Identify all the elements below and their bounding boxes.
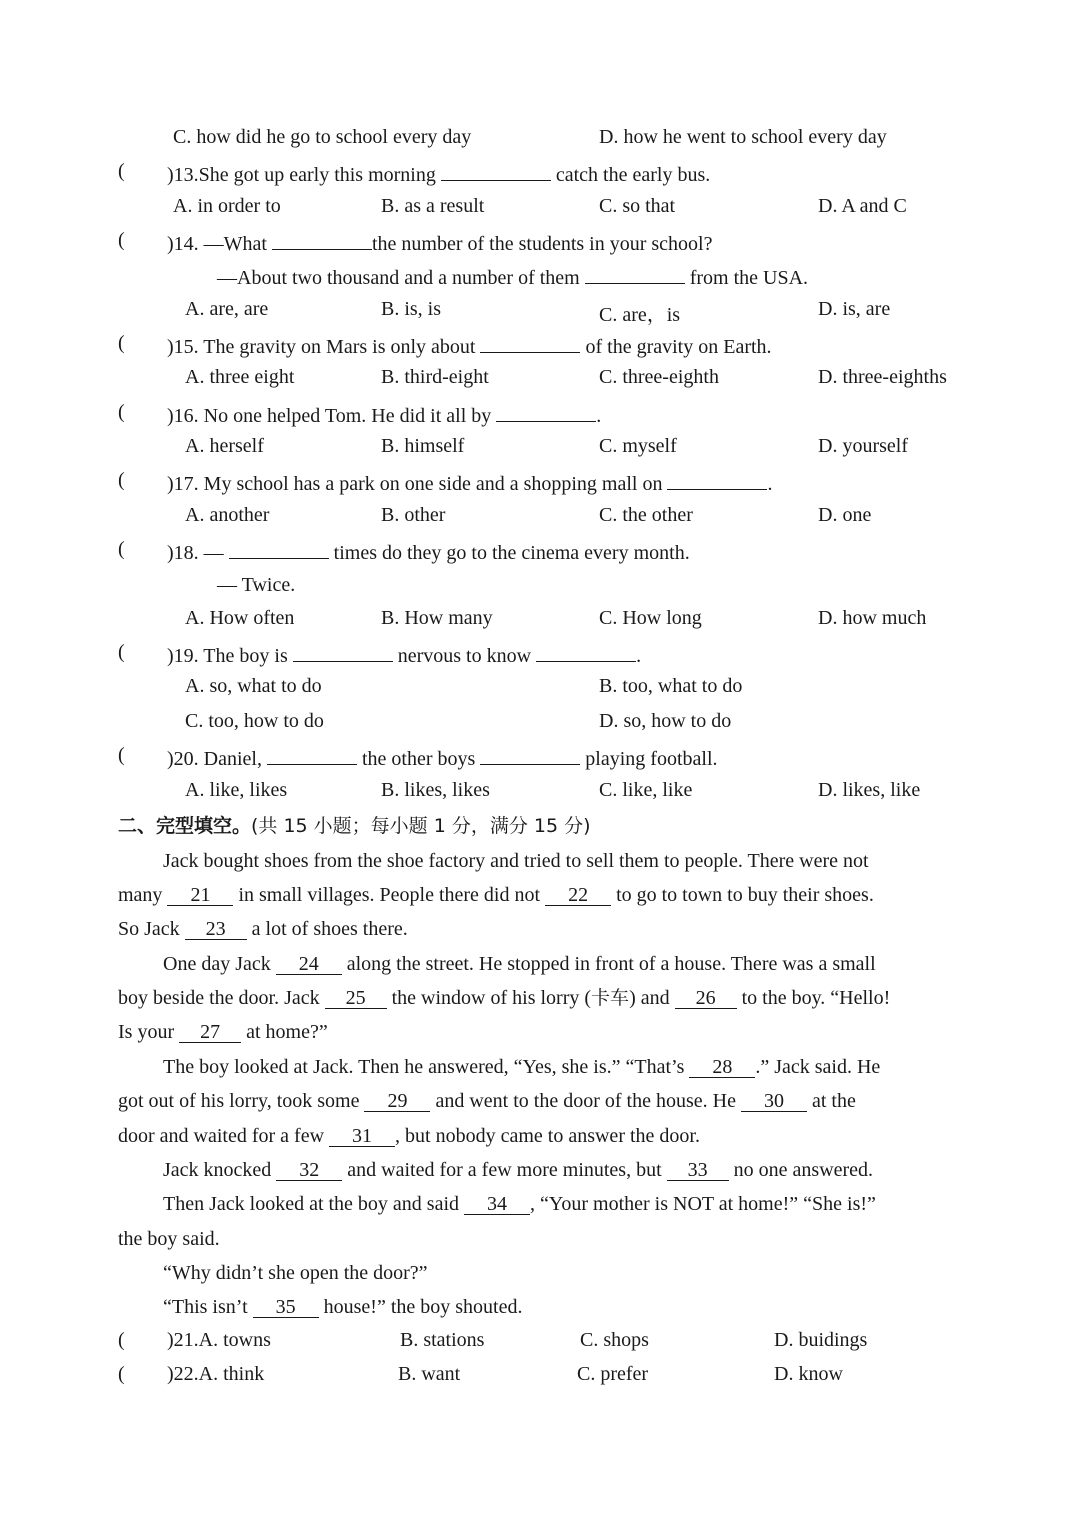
answer-blank [480,744,580,765]
q17-stem-end: . [767,473,773,495]
passage-text: no one answered. [733,1159,874,1181]
q19-option-c: C. too, how to do [185,710,324,732]
question-20 [167,744,718,770]
q17-option-b: B. other [381,504,446,526]
passage-line [163,1054,880,1080]
q14-line2-start: —About two thousand and a number of them [217,267,580,289]
question-14 [167,229,712,255]
answer-paren: ( [118,744,125,766]
passage-line [163,951,876,977]
cloze-blank-22: 22 [545,885,611,906]
q19-option-b: B. too, what to do [599,675,743,697]
passage-line [118,985,890,1011]
q19-option-d: D. so, how to do [599,710,732,732]
q20-stem: )20. Daniel, [167,748,262,770]
passage-text: to go to town to buy their shoes. [616,884,874,906]
section-title: 二、完型填空。 [118,815,252,837]
passage-line [118,916,408,942]
answer-paren: ( [118,641,125,663]
passage-text: along the street. He stopped in front of a house. There was a small [346,953,876,975]
q22-option-b: B. want [398,1363,461,1385]
cloze-blank-35: 35 [253,1297,319,1318]
cloze-blank-29: 29 [364,1091,430,1112]
q17-option-a: A. another [185,504,270,526]
q16-option-b: B. himself [381,435,465,457]
q18-stem: )18. — [167,542,224,564]
q21-option-b: B. stations [400,1329,485,1351]
passage-text: at home?” [246,1021,328,1043]
answer-paren: ( [118,538,125,560]
q20-option-b: B. likes, likes [381,779,490,801]
passage-line: “Why didn’t she open the door?” [163,1262,428,1284]
question-14-line2 [217,263,808,289]
q18-option-d: D. how much [818,607,927,629]
passage-line [118,1019,328,1045]
passage-text: , “Your mother is NOT at home!” “She is!” [530,1193,876,1215]
q13-option-d: D. A and C [818,195,907,217]
answer-blank [441,160,551,181]
passage-text: a lot of shoes there. [251,918,408,940]
answer-blank [229,538,329,559]
q18-option-b: B. How many [381,607,493,629]
q18-option-a: A. How often [185,607,295,629]
q20-option-c: C. like, like [599,779,693,801]
passage-text: to the boy. “Hello! [741,987,891,1009]
q22-option-c: C. prefer [577,1363,649,1385]
cloze-blank-24: 24 [276,954,342,975]
cloze-blank-25: 25 [325,988,387,1009]
passage-text-chinese: 卡车 [591,987,630,1009]
q21-option-c: C. shops [580,1329,649,1351]
passage-line [118,882,874,908]
q13-option-b: B. as a result [381,195,485,217]
passage-line [163,1157,873,1183]
q16-stem: )16. No one helped Tom. He did it all by [167,405,492,427]
cloze-blank-26: 26 [675,988,737,1009]
q13-stem-end: catch the early bus. [555,164,711,186]
q13-option-a: A. in order to [173,195,281,217]
answer-paren: ( [118,332,125,354]
q14-option-a: A. are, are [185,298,269,320]
answer-paren: ( [118,229,125,251]
answer-blank [667,469,767,490]
passage-text: .” Jack said. He [755,1056,881,1078]
q13-option-c: C. so that [599,195,676,217]
answer-blank [536,641,636,662]
q12-option-d: D. how he went to school every day [599,126,887,148]
q20-stem-end: playing football. [585,748,718,770]
cloze-blank-28: 28 [689,1057,755,1078]
q22-stem: )22.A. think [167,1363,265,1385]
section-instructions: (共 15 小题；每小题 1 分，满分 15 分) [251,815,591,837]
answer-paren: ( [118,1363,125,1385]
q19-option-a: A. so, what to do [185,675,322,697]
passage-text: door and waited for a few [118,1125,325,1147]
passage-text: Jack knocked [163,1159,272,1181]
q16-option-d: D. yourself [818,435,908,457]
q19-stem-mid: nervous to know [397,645,532,667]
question-16 [167,401,601,427]
passage-text: Then Jack looked at the boy and said [163,1193,460,1215]
passage-text: So Jack [118,918,180,940]
passage-text: and went to the door of the house. He [435,1090,736,1112]
q20-option-d: D. likes, like [818,779,921,801]
passage-text: , but nobody came to answer the door. [395,1125,700,1147]
q16-option-c: C. myself [599,435,677,457]
answer-blank [480,332,580,353]
answer-paren: ( [118,469,125,491]
q19-stem: )19. The boy is [167,645,288,667]
q14-option-c: C. are，is [599,304,681,326]
passage-text: Is your [118,1021,175,1043]
question-19 [167,641,641,667]
answer-paren: ( [118,160,125,182]
q17-option-d: D. one [818,504,872,526]
passage-line: the boy said. [118,1228,220,1250]
q22-option-d: D. know [774,1363,843,1385]
answer-blank [267,744,357,765]
question-13 [167,160,710,186]
q15-option-a: A. three eight [185,366,295,388]
q14-stem: )14. —What [167,233,267,255]
q21-stem: )21.A. towns [167,1329,271,1351]
passage-text: in small villages. People there did not [238,884,541,906]
passage-line [163,1294,523,1320]
q17-stem: )17. My school has a park on one side and a shopping mall on [167,473,663,495]
question-15 [167,332,772,358]
q15-stem: )15. The gravity on Mars is only about [167,336,476,358]
answer-blank [496,401,596,422]
answer-blank [272,229,372,250]
cloze-blank-33: 33 [667,1160,729,1181]
passage-line [118,1088,856,1114]
answer-paren: ( [118,401,125,423]
q15-option-b: B. third-eight [381,366,489,388]
answer-paren: ( [118,1329,125,1351]
cloze-blank-32: 32 [276,1160,342,1181]
cloze-blank-23: 23 [185,919,247,940]
passage-text: “This isn’t [163,1296,248,1318]
passage-text: The boy looked at Jack. Then he answered, “Yes, she is.” “That’s [163,1056,685,1078]
q14-option-b: B. is, is [381,298,442,320]
q19-stem-end: . [636,645,642,667]
passage-text: house!” the boy shouted. [323,1296,523,1318]
cloze-blank-30: 30 [741,1091,807,1112]
passage-line [118,1123,700,1149]
q13-stem: )13.She got up early this morning [167,164,436,186]
q12-option-c: C. how did he go to school every day [173,126,472,148]
passage-line [163,1191,876,1217]
q16-stem-end: . [596,405,602,427]
q15-stem-end: of the gravity on Earth. [585,336,772,358]
q15-option-c: C. three-eighth [599,366,719,388]
q16-option-a: A. herself [185,435,264,457]
q15-option-d: D. three-eighths [818,366,947,388]
passage-text: One day Jack [163,953,271,975]
cloze-blank-21: 21 [167,885,233,906]
answer-blank [585,263,685,284]
q18-stem-end: times do they go to the cinema every month. [333,542,690,564]
q18-option-c: C. How long [599,607,702,629]
section-heading [118,813,591,839]
question-18 [167,538,690,564]
q14-stem-end: the number of the students in your school? [371,233,713,255]
passage-text: ) and [629,987,670,1009]
answer-blank [293,641,393,662]
passage-text: and waited for a few more minutes, but [347,1159,662,1181]
q21-option-d: D. buidings [774,1329,868,1351]
cloze-blank-27: 27 [179,1022,241,1043]
cloze-blank-31: 31 [329,1126,395,1147]
q17-option-c: C. the other [599,504,693,526]
q18-answer-line: — Twice. [217,574,296,596]
passage-text: boy beside the door. Jack [118,987,320,1009]
q20-option-a: A. like, likes [185,779,288,801]
passage-text: many [118,884,163,906]
question-17 [167,469,772,495]
q14-line2-end: from the USA. [689,267,809,289]
q14-option-d: D. is, are [818,298,891,320]
cloze-blank-34: 34 [464,1194,530,1215]
q20-stem-mid: the other boys [361,748,476,770]
passage-text: the window of his lorry ( [391,987,592,1009]
passage-text: at the [811,1090,856,1112]
passage-text: got out of his lorry, took some [118,1090,360,1112]
passage-line: Jack bought shoes from the shoe factory and tried to sell them to people. There were not [163,850,869,872]
